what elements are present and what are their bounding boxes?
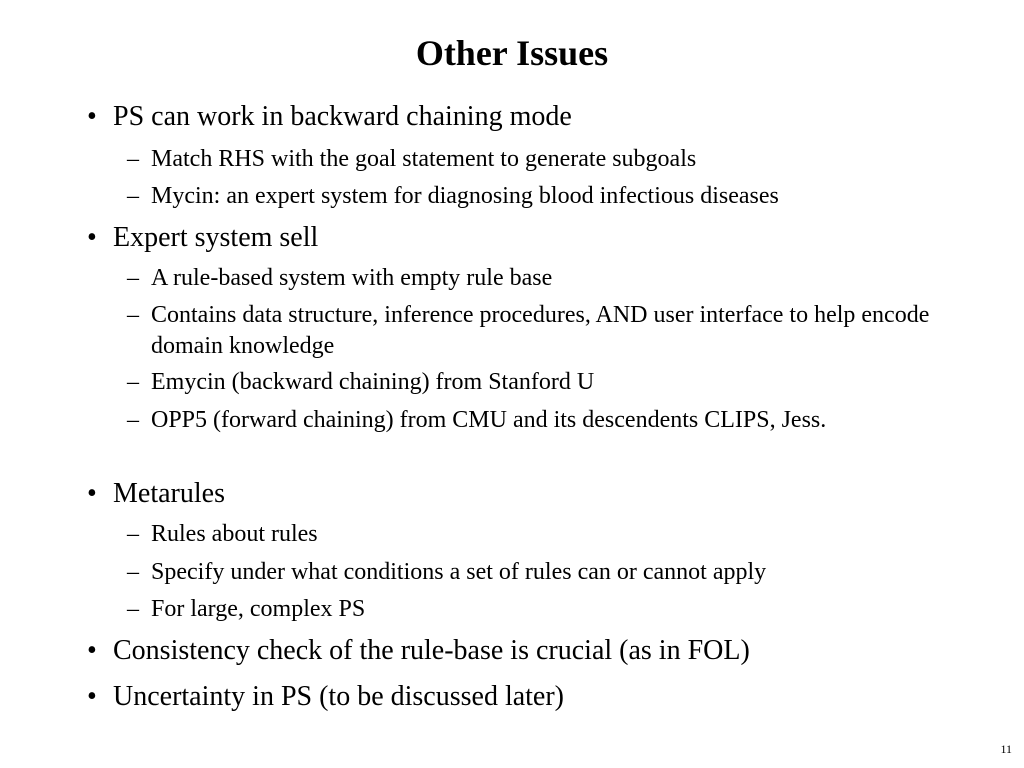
bullet-glyph: •: [87, 478, 97, 509]
dash-glyph: –: [127, 596, 139, 622]
bullet-text: PS can work in backward chaining mode: [113, 101, 572, 132]
sub-bullet-item: [127, 557, 937, 588]
sub-bullet-text: OPP5 (forward chaining) from CMU and its descendents CLIPS, Jess.: [151, 407, 827, 433]
dash-glyph: –: [127, 521, 139, 547]
dash-glyph: –: [127, 559, 139, 585]
page-number: 11: [1000, 742, 1012, 756]
sub-bullet-item: [127, 405, 937, 436]
sub-bullet-item: [127, 594, 937, 625]
sub-bullet-text: Match RHS with the goal statement to generate subgoals: [151, 146, 697, 172]
bullet-text: Uncertainty in PS (to be discussed later): [113, 681, 565, 712]
sub-bullet-text: A rule-based system with empty rule base: [151, 265, 553, 291]
sub-bullet-item: [127, 144, 937, 175]
bullet-text: Metarules: [113, 478, 225, 509]
dash-glyph: –: [127, 265, 139, 291]
sub-bullet-text: Rules about rules: [151, 521, 318, 547]
sub-bullet-item: [127, 367, 937, 398]
dash-glyph: –: [127, 407, 139, 433]
sub-bullet-item: [127, 300, 937, 362]
slide-title: Other Issues: [415, 33, 609, 73]
bullet-glyph: •: [87, 101, 97, 132]
sub-bullet-item: [127, 263, 937, 294]
dash-glyph: –: [127, 146, 139, 172]
bullet-glyph: •: [87, 222, 97, 253]
dash-glyph: –: [127, 369, 139, 395]
sub-bullet-text: For large, complex PS: [151, 596, 366, 622]
sub-bullet-item: [127, 181, 937, 212]
sub-bullet-text: Emycin (backward chaining) from Stanford U: [151, 369, 595, 395]
sub-bullet-text: Mycin: an expert system for diagnosing blood infectious diseases: [151, 183, 779, 209]
bullet-text: Consistency check of the rule-base is crucial (as in FOL): [113, 635, 750, 666]
bullet-glyph: •: [87, 681, 97, 712]
dash-glyph: –: [127, 183, 139, 209]
dash-glyph: –: [127, 302, 139, 328]
bullet-glyph: •: [87, 635, 97, 666]
sub-bullet-text: Contains data structure, inference procedures, AND user interface to help encode domain knowledge: [151, 302, 930, 359]
sub-bullet-item: [127, 519, 937, 550]
sub-bullet-text: Specify under what conditions a set of rules can or cannot apply: [151, 559, 767, 585]
bullet-text: Expert system sell: [113, 222, 319, 253]
